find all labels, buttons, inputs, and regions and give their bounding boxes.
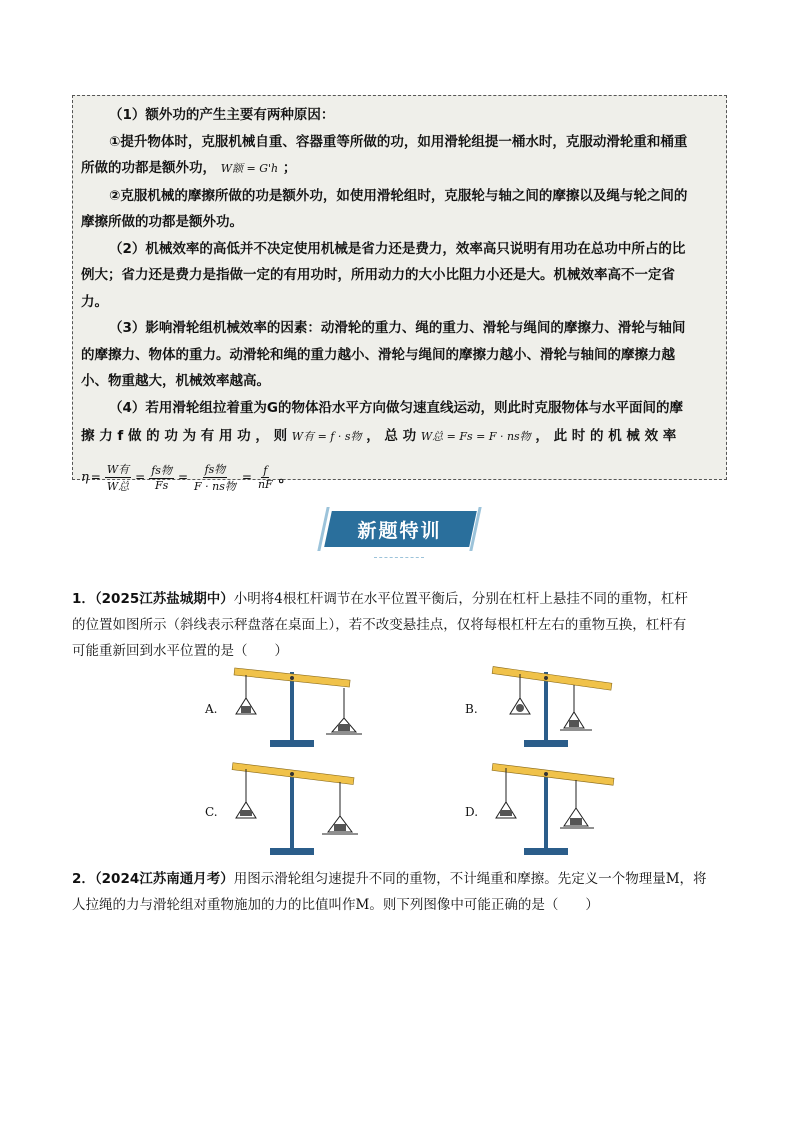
fraction-3-num: fs物	[204, 462, 226, 476]
note-p1-a2-text: 所做的功都是额外功，	[81, 160, 216, 176]
note-p1-a2	[81, 155, 716, 183]
option-c-label: C.	[205, 805, 218, 819]
note-p1-title: （1）额外功的产生主要有两种原因：	[109, 107, 335, 123]
question-1-line1	[72, 586, 732, 612]
note-p4-a: （4）若用滑轮组拉着重为G的物体沿水平方向做匀速直线运动，则此时克服物体与水平面间的摩	[109, 399, 683, 416]
fraction-3	[192, 461, 238, 494]
fraction-2-num: fs物	[151, 464, 172, 477]
fraction-1	[105, 461, 131, 494]
lever-figure-d	[488, 760, 628, 858]
note-p2-a: （2）机械效率的高低并不决定使用机械是省力还是费力，效率高只说明有用功在总功中所占的比	[109, 240, 686, 257]
question-2-line2: 人拉绳的力与滑轮组对重物施加的力的比值叫作M。则下列图像中可能正确的是（ ）	[72, 897, 599, 913]
equals-sign: =	[135, 470, 146, 484]
lever-bar	[492, 763, 614, 785]
lever-figure-a	[228, 660, 368, 750]
formula-total-work: W总 = Fs = F · ns物	[420, 430, 531, 443]
question-2-number: 2．	[72, 871, 95, 887]
question-1-number: 1．	[72, 591, 95, 607]
question-1-text1: 小明将4根杠杆调节在水平位置平衡后，分别在杠杆上悬挂不同的重物，杠杆	[233, 591, 688, 607]
lever-stand	[270, 770, 314, 855]
banner-underline	[374, 551, 424, 558]
note-p3-a: （3）影响滑轮组机械效率的因素：动滑轮的重力、绳的重力、滑轮与绳间的摩擦力、滑轮与轴间	[109, 320, 686, 336]
summary-note-box	[72, 95, 727, 493]
lever-figure-b	[488, 660, 628, 750]
right-weight	[560, 780, 594, 828]
question-1-line3: 可能重新回到水平位置的是（ ）	[72, 643, 288, 659]
fraction-1-num: W有	[106, 462, 130, 476]
fraction-2-den: Fs	[154, 479, 169, 492]
note-p1-b: ②克服机械的摩擦所做的功是额外功，如使用滑轮组时，克服轮与轴之间的摩擦以及绳与轮之间的	[109, 187, 688, 204]
formula-useful-work: W有 = f · s物	[291, 430, 362, 443]
fraction-4-num: f	[263, 463, 268, 477]
question-2-line1	[72, 866, 732, 892]
left-weight	[236, 769, 256, 818]
lever-stand	[270, 672, 314, 747]
fraction-2	[149, 462, 174, 492]
note-p4-b-text1: 擦 力 f 做 的 功 为 有 用 功 ， 则	[81, 428, 288, 444]
question-1	[72, 586, 732, 664]
fraction-1-den: W总	[106, 479, 130, 493]
lever-bar	[492, 667, 612, 691]
left-weight	[236, 675, 256, 714]
question-1-source: （2025江苏盐城期中）	[94, 591, 234, 607]
left-weight	[496, 768, 516, 818]
note-p2-c: 力。	[81, 293, 108, 310]
note-p4-b	[81, 421, 716, 452]
note-p2-b: 例大；省力还是费力是指做一定的有用功时，所用动力的大小比阻力小还是大。机械效率高不一定省	[81, 267, 675, 283]
fraction-3-den: F · ns物	[194, 479, 236, 493]
fraction-4-den: nF	[257, 477, 273, 491]
fraction-4	[256, 464, 275, 491]
lever-stand	[524, 770, 568, 855]
note-p4-b-text2: ， 总 功	[366, 428, 417, 444]
note-p1-b2: 摩擦所做的功都是额外功。	[81, 214, 243, 230]
formula-extra-work: W额 = G'h	[220, 162, 279, 175]
right-weight	[326, 688, 362, 734]
option-a-label: A.	[205, 702, 218, 716]
eta-symbol: η	[81, 469, 89, 485]
equals-sign: =	[177, 470, 189, 484]
section-banner	[322, 507, 477, 551]
left-weight	[510, 674, 530, 714]
question-1-line2: 的位置如图所示（斜线表示秤盘落在桌面上），若不改变悬挂点，仅将每根杠杆左右的重物互换，杠杆有	[72, 617, 687, 633]
option-d-label: D.	[465, 805, 479, 819]
note-p3-c: 小、物重越大，机械效率越高。	[81, 373, 270, 389]
efficiency-formula	[81, 452, 716, 502]
right-weight	[322, 782, 358, 834]
note-p3-b: 的摩擦力、物体的重力。动滑轮和绳的重力越小、滑轮与绳间的摩擦力越小、滑轮与轴间的摩擦力越	[81, 346, 675, 363]
note-p4-b-text3: ， 此 时 的 机 械 效 率	[535, 428, 677, 444]
note-p1-a2-end: ；	[282, 160, 297, 176]
question-2-text1: 用图示滑轮组匀速提升不同的重物，不计绳重和摩擦。先定义一个物理量M，将	[233, 871, 707, 887]
lever-figure-c	[228, 760, 368, 858]
question-2	[72, 866, 732, 918]
period: 。	[278, 470, 293, 486]
question-2-source: （2024江苏南通月考）	[94, 871, 234, 887]
banner-title: 新题特训	[357, 520, 442, 542]
right-weight	[560, 685, 592, 730]
equals-sign: =	[241, 470, 252, 484]
equals-sign: =	[90, 470, 101, 484]
note-p1-a: ①提升物体时，克服机械自重、容器重等所做的功，如用滑轮组提一桶水时，克服动滑轮重和桶重	[109, 133, 688, 150]
option-b-label: B.	[465, 702, 478, 716]
